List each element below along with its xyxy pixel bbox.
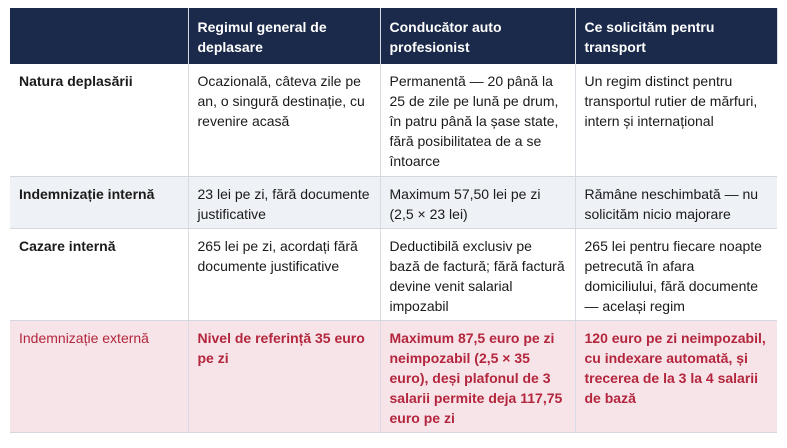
table-cell: Deductibilă exclusiv pe bază de factură; fără factură devine venit salarial impozabil [380, 229, 575, 321]
table-cell: 23 lei pe zi, fără documente justificative [188, 177, 380, 229]
row-label: Natura deplasării [10, 64, 188, 177]
comparison-table [10, 8, 778, 433]
table-row [10, 64, 777, 177]
header-cell-empty [10, 8, 188, 64]
table-cell: Maximum 87,5 euro pe zi neimpozabil (2,5 × 35 euro), deși plafonul de 3 salarii permite deja 117,75 euro pe zi [380, 321, 575, 433]
table-cell: 120 euro pe zi neimpozabil, cu indexare automată, și trecerea de la 3 la 4 salarii de bază [575, 321, 777, 433]
row-label: Cazare internă [10, 229, 188, 321]
comparison-table-container [10, 8, 777, 433]
table-cell: Permanentă — 20 până la 25 de zile pe lună pe drum, în patru până la șase state, fără posibilitatea de a se întoarce [380, 64, 575, 177]
table-cell: Nivel de referință 35 euro pe zi [188, 321, 380, 433]
table-header [10, 8, 777, 64]
row-label: Indemnizație externă [10, 321, 188, 433]
header-cell-professional-driver: Conducător auto profesionist [380, 8, 575, 64]
table-row [10, 177, 777, 229]
header-cell-request: Ce solicităm pentru transport [575, 8, 777, 64]
table-cell: Ocazională, câteva zile pe an, o singură destinație, cu revenire acasă [188, 64, 380, 177]
table-cell: 265 lei pe zi, acordați fără documente justificative [188, 229, 380, 321]
table-cell: 265 lei pentru fiecare noapte petrecută în afara domiciliului, fără documente — același regim [575, 229, 777, 321]
row-label: Indemnizație internă [10, 177, 188, 229]
table-cell: Maximum 57,50 lei pe zi (2,5 × 23 lei) [380, 177, 575, 229]
header-row [10, 8, 777, 64]
header-cell-general-regime: Regimul general de deplasare [188, 8, 380, 64]
table-body [10, 64, 777, 433]
table-cell: Un regim distinct pentru transportul rutier de mărfuri, intern și internațional [575, 64, 777, 177]
table-row-highlighted [10, 321, 777, 433]
table-row [10, 229, 777, 321]
table-cell: Rămâne neschimbată — nu solicităm nicio majorare [575, 177, 777, 229]
